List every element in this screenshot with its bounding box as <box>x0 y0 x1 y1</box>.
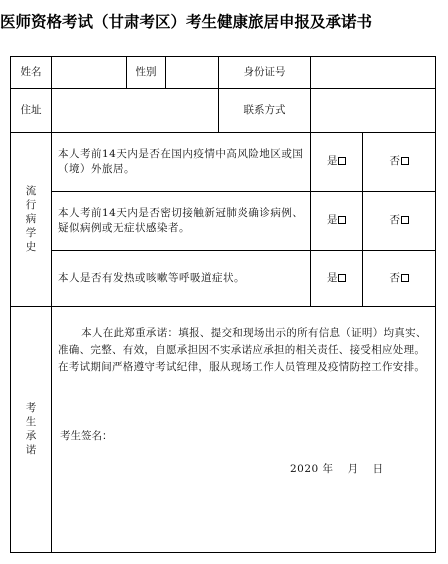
row-pledge <box>11 307 436 553</box>
name-label: 姓名 <box>11 57 52 89</box>
checkbox-icon[interactable] <box>338 274 346 282</box>
no-option[interactable]: 否 <box>363 192 436 251</box>
date-day: 日 <box>372 463 384 475</box>
pledge-label: 考生承诺 <box>11 307 52 553</box>
yes-option[interactable]: 是 <box>311 251 363 307</box>
question-row <box>11 251 436 307</box>
yes-option[interactable]: 是 <box>311 192 363 251</box>
document-title: 医师资格考试（甘肃考区）考生健康旅居申报及承诺书 <box>0 13 373 31</box>
date-month: 月 <box>347 463 359 475</box>
id-number-label: 身份证号 <box>219 57 311 89</box>
epidemiology-history-label: 流行病学史 <box>11 133 52 307</box>
no-option[interactable]: 否 <box>363 251 436 307</box>
yes-option[interactable]: 是 <box>311 133 363 192</box>
declaration-form <box>10 56 436 553</box>
contact-field[interactable] <box>311 89 436 133</box>
date-line <box>290 462 398 477</box>
question-text: 本人考前14天内是否密切接触新冠肺炎确诊病例、疑似病例或无症状感染者。 <box>52 192 311 251</box>
checkbox-icon[interactable] <box>401 274 409 282</box>
id-number-field[interactable] <box>311 57 436 89</box>
date-year: 2020 年 <box>290 463 334 475</box>
gender-field[interactable] <box>166 57 219 89</box>
question-row <box>11 133 436 192</box>
checkbox-icon[interactable] <box>401 157 409 165</box>
row-basic-info <box>11 57 436 89</box>
address-field[interactable] <box>52 89 219 133</box>
question-row <box>11 192 436 251</box>
row-address <box>11 89 436 133</box>
signature-label: 考生签名： <box>60 430 113 442</box>
pledge-text: 本人在此郑重承诺：填报、提交和现场出示的所有信息（证明）均真实、准确、完整、有效，自愿承担因不实承诺应承担的相关责任、接受相应处理。在考试期间严格遵守考试纪律，服从现场工作人员管理及疫情防控工作安排。 <box>58 327 427 373</box>
checkbox-icon[interactable] <box>401 216 409 224</box>
pledge-cell <box>52 307 436 553</box>
address-label: 住址 <box>11 89 52 133</box>
checkbox-icon[interactable] <box>338 216 346 224</box>
no-option[interactable]: 否 <box>363 133 436 192</box>
question-text: 本人是否有发热或咳嗽等呼吸道症状。 <box>52 251 311 307</box>
question-text: 本人考前14天内是否在国内疫情中高风险地区或国（境）外旅居。 <box>52 133 311 192</box>
name-field[interactable] <box>52 57 127 89</box>
contact-label: 联系方式 <box>219 89 311 133</box>
checkbox-icon[interactable] <box>338 157 346 165</box>
gender-label: 性别 <box>127 57 166 89</box>
